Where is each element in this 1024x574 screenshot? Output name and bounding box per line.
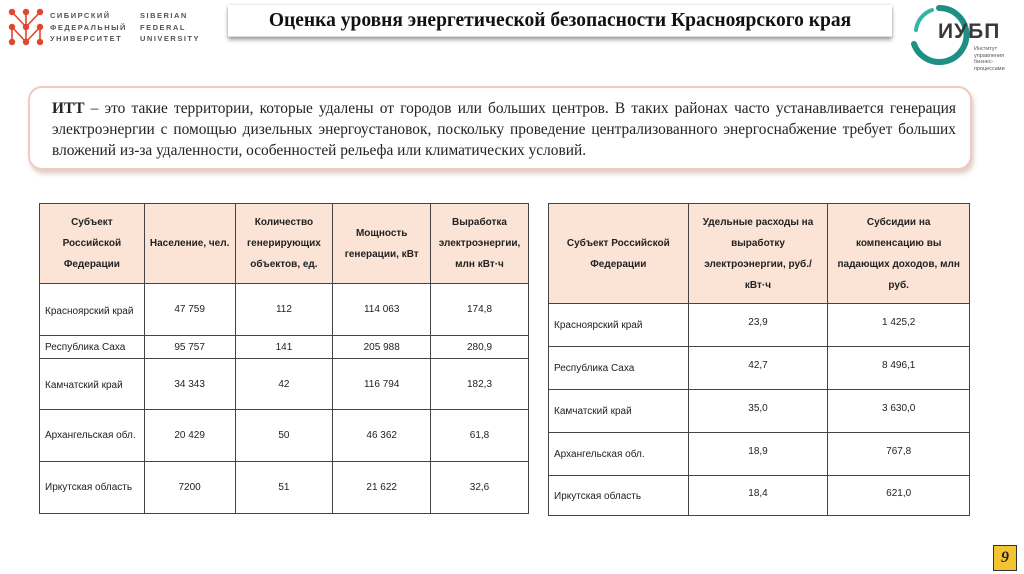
- table-row: [549, 476, 970, 516]
- value-cell: 51: [278, 482, 290, 493]
- value-cell: 3 630,0: [881, 402, 916, 414]
- value-cell: 182,3: [467, 378, 493, 390]
- table-header-cell: Население, чел.: [144, 204, 235, 284]
- value-cell: 18,4: [748, 488, 768, 499]
- table-row: [549, 433, 970, 476]
- value-cell: 174,8: [467, 304, 493, 315]
- table-header-cell: Субъект Российской Федерации: [40, 204, 145, 284]
- sfu-logo-text-en: SIBERIAN FEDERAL UNIVERSITY: [140, 11, 201, 43]
- value-cell: 8 496,1: [881, 359, 916, 371]
- table-header-row: [40, 204, 529, 284]
- iubp-logo-subtitle: Институт управления бизнес-процессами: [974, 46, 1005, 72]
- iubp-logo: [908, 4, 1020, 72]
- value-cell: 280,9: [467, 341, 493, 353]
- subsidies-table: [548, 203, 970, 516]
- value-cell: 20 429: [174, 430, 205, 441]
- table-row: [549, 390, 970, 433]
- table-row: [549, 304, 970, 347]
- value-cell: 141: [275, 341, 293, 353]
- table-row: [549, 347, 970, 390]
- value-cell: 21 622: [366, 482, 397, 493]
- value-cell: 205 988: [363, 341, 400, 353]
- table-row: [40, 359, 529, 410]
- info-box: [28, 86, 972, 170]
- value-cell: 1 425,2: [881, 316, 916, 328]
- value-cell: 35,0: [748, 402, 768, 414]
- value-cell: 42: [278, 378, 290, 390]
- value-cell: 32,6: [469, 482, 490, 493]
- table-row: [40, 462, 529, 514]
- value-cell: 18,9: [748, 445, 768, 457]
- value-cell: 7200: [178, 482, 201, 493]
- generation-table: [39, 203, 529, 514]
- table-header-cell: Удельные расходы на выработку электроэнергии, руб./кВт·ч: [688, 204, 828, 304]
- page-number: 9: [993, 545, 1017, 571]
- region-cell: Иркутская область: [554, 490, 642, 502]
- title-box: [228, 5, 892, 37]
- table-header-cell: Количество генерирующих объектов, ед.: [235, 204, 333, 284]
- sfu-logo: [6, 6, 206, 48]
- value-cell: 114 063: [363, 304, 400, 315]
- table-header-cell: Субъект Российской Федерации: [549, 204, 689, 304]
- info-definition: – это такие территории, которые удалены от городов или больших центров. В таких районах часто устанавливается генерация электроэнергии с помощью дизельных энергоустановок, поскольку проведение централизованного энергоснабжение требует больших вложений из-за удаленности, особенностей рельефа или климатических условий.: [52, 100, 956, 159]
- page-title: Оценка уровня энергетической безопасности Красноярского края: [268, 9, 852, 31]
- value-cell: 34 343: [174, 378, 205, 390]
- info-text: [52, 98, 956, 161]
- value-cell: 116 794: [363, 378, 400, 390]
- info-term: ИТТ: [52, 100, 85, 117]
- region-cell: Архангельская обл.: [45, 430, 136, 441]
- value-cell: 61,8: [469, 430, 490, 441]
- region-cell: Красноярский край: [554, 320, 643, 331]
- value-cell: 47 759: [174, 304, 205, 315]
- table-header-cell: Мощность генерации, кВт: [333, 204, 431, 284]
- region-cell: Архангельская обл.: [554, 449, 645, 460]
- table-header-cell: Выработка электроэнергии, млн кВт·ч: [431, 204, 529, 284]
- iubp-logo-name: ИУБП: [938, 20, 1001, 43]
- value-cell: 621,0: [886, 488, 912, 499]
- sfu-logo-text-ru: СИБИРСКИЙ ФЕДЕРАЛЬНЫЙ УНИВЕРСИТЕТ: [50, 11, 127, 43]
- table-header-row: [549, 204, 970, 304]
- region-cell: Республика Саха: [45, 341, 126, 353]
- region-cell: Красноярский край: [45, 305, 134, 317]
- table-row: [40, 336, 529, 359]
- value-cell: 112: [275, 304, 292, 315]
- value-cell: 42,7: [748, 359, 768, 371]
- value-cell: 95 757: [174, 341, 205, 353]
- value-cell: 50: [278, 430, 290, 441]
- table-header-cell: Субсидии на компенсацию вы падающих доходов, млн руб.: [828, 204, 970, 304]
- value-cell: 46 362: [366, 430, 397, 441]
- region-cell: Республика Саха: [554, 363, 635, 374]
- sfu-logo-icon: [6, 6, 46, 48]
- region-cell: Камчатский край: [554, 406, 632, 417]
- table-row: [40, 284, 529, 336]
- value-cell: 767,8: [886, 445, 912, 457]
- value-cell: 23,9: [748, 316, 768, 328]
- table-row: [40, 410, 529, 462]
- region-cell: Камчатский край: [45, 380, 123, 391]
- region-cell: Иркутская область: [45, 482, 133, 493]
